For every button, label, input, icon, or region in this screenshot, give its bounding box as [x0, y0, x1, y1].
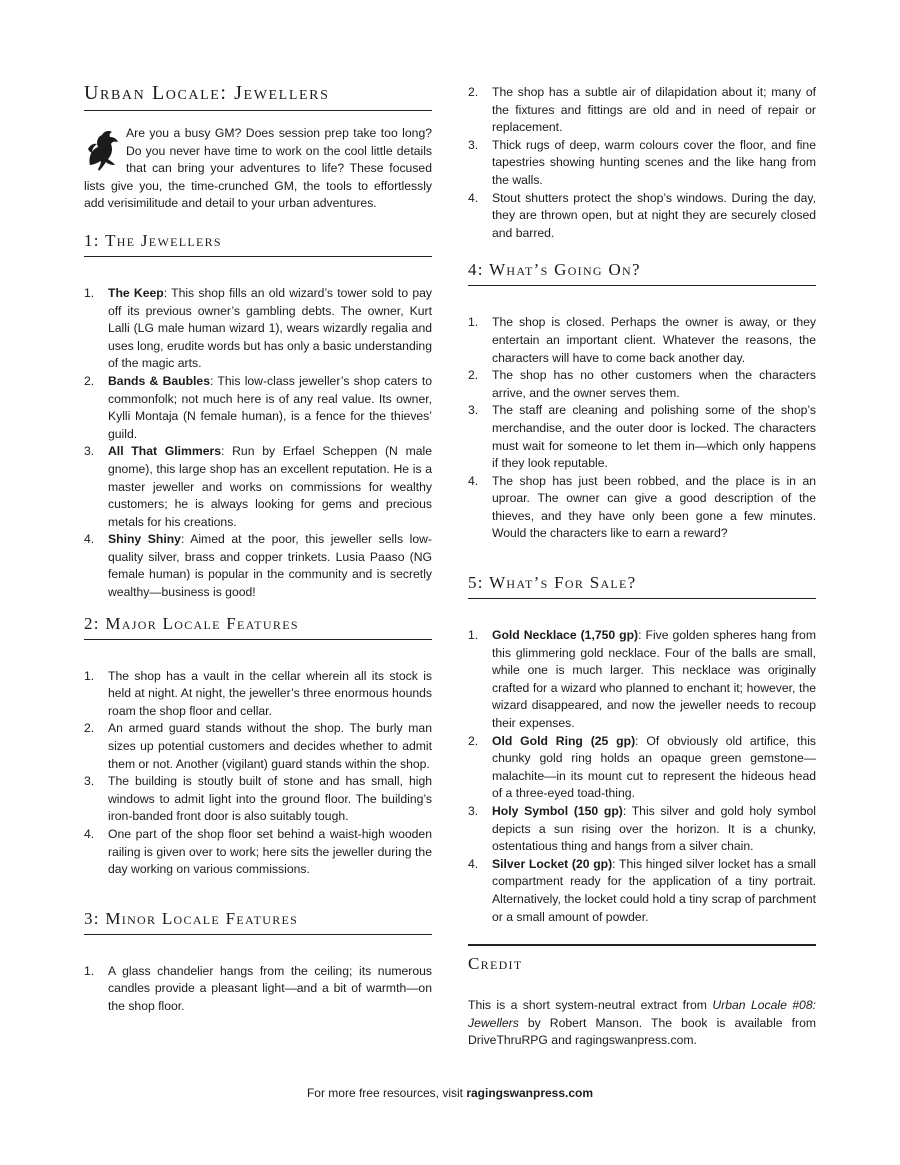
- left-column: [84, 82, 432, 1016]
- list-item: 3. The staff are cleaning and polishing some of the shop’s merchandise, and the outer door is locked. The characters must wait for someone to let them in—which only happens if they look reputable.: [468, 403, 816, 471]
- list-item: 1. A glass chandelier hangs from the ceiling; its numerous candles provide a pleasant light—and a bit of warmth—on the shop floor.: [84, 963, 432, 1013]
- minor-features-list-part1: [84, 963, 432, 1016]
- list-item: 4. One part of the shop floor set behind a waist-high wooden railing is given over to work; here sits the jeweller during the day working on various commissions.: [84, 827, 432, 877]
- list-item: 3. Holy Symbol (150 gp): This silver and gold holy symbol depicts a sun rising over the horizon. It is a chunky, ostentatious thing and hangs from a silver chain.: [468, 804, 816, 854]
- whats-for-sale-list: [468, 627, 816, 926]
- section-heading-whats-for-sale: 5: What’s For Sale?: [468, 573, 816, 599]
- book-title: Urban Locale #08: Jewellers: [468, 998, 816, 1030]
- minor-features-list-part2: [468, 84, 816, 242]
- list-item: 2. The shop has a subtle air of dilapidation about it; many of the fixtures and fittings are old and in need of repair or replacement.: [468, 85, 816, 135]
- intro-paragraph: [84, 125, 432, 213]
- list-item: 3. Thick rugs of deep, warm colours cover the floor, and fine tapestries showing hunting scenes and the like hang from the walls.: [468, 137, 816, 187]
- list-item: 2. Old Gold Ring (25 gp): Of obviously old artifice, this chunky gold ring holds an opaque green gemstone—malachite—in its mount cut to represent the hideous head of a three-eyed toad-thing.: [468, 733, 816, 801]
- list-item: 2. An armed guard stands without the shop. The burly man sizes up potential customers and decides whether to admit them or not. Another (vigilant) guard stands within the shop.: [84, 721, 432, 771]
- section-heading-major-features: 2: Major Locale Features: [84, 614, 432, 640]
- section-heading-minor-features: 3: Minor Locale Features: [84, 909, 432, 935]
- jewellers-list: [84, 285, 432, 602]
- list-item: 3. The building is stoutly built of stone and has small, high windows to admit light into the ground floor. The building’s iron-banded front door is also suitably tough.: [84, 774, 432, 824]
- page-footer: For more free resources, visit ragingswanpress.com: [306, 1086, 594, 1100]
- list-item: 1. The Keep: This shop fills an old wizard’s tower sold to pay off its previous owner’s gambling debts. The owner, Kurt Lalli (LG male human wizard 1), wears wizardly regalia and uses long, erudite words but has only a basic understanding of the magic arts.: [84, 285, 432, 371]
- section-heading-whats-going-on: 4: What’s Going On?: [468, 260, 816, 286]
- list-item: 4. Stout shutters protect the shop’s windows. During the day, they are thrown open, but at night they are securely closed and barred.: [468, 190, 816, 240]
- right-column: [468, 84, 816, 1050]
- list-item: 2. Bands & Baubles: This low-class jeweller’s shop caters to commonfolk; not much here is of any real value. Its owner, Kylli Montaja (N female human), is a fence for the thieves’ guild.: [84, 373, 432, 441]
- list-item: 4. Silver Locket (20 gp): This hinged silver locket has a small compartment ready for the application of a tiny portrait. Alternatively, the locket could hold a tiny scrap of parchment or a small amount of powder.: [468, 856, 817, 924]
- intro-text: Are you a busy GM? Does session prep take too long? Do you never have time to work on the cool little details that can bring your adventures to life? These focused lists give you, the time-crunched GM, the tools to effortlessly add verisimilitude and detail to your urban adventures.: [84, 126, 432, 211]
- credit-paragraph: This is a short system-neutral extract from Urban Locale #08: Jewellers by Robert Manson. The book is available from DriveThruRPG and ragingswanpress.com.: [468, 998, 816, 1048]
- list-item: 4. The shop has just been robbed, and the place is in an uproar. The owner can give a good description of the thieves, and they have only been gone a few minutes. Would the characters like to earn a reward?: [468, 473, 816, 541]
- list-item: 4. Shiny Shiny: Aimed at the poor, this jeweller sells low-quality silver, brass and copper trinkets. Lusia Paaso (NG female human) is popular in the community and is secretly wealthy—business is good!: [84, 532, 432, 600]
- footer-link[interactable]: ragingswanpress.com: [466, 1086, 594, 1100]
- list-item: 3. All That Glimmers: Run by Erfael Scheppen (N male gnome), this large shop has an excellent reputation. He is a master jeweller and works on commissions for wealthy customers; he is always looking for gems and precious metals for his creations.: [84, 444, 433, 529]
- whats-going-on-list: [468, 314, 816, 543]
- section-heading-jewellers: 1: The Jewellers: [84, 231, 432, 257]
- section-heading-credit: Credit: [468, 944, 816, 979]
- list-item: 1. The shop is closed. Perhaps the owner is away, or they entertain an important client. Whatever the reasons, the characters will have to come back another day.: [468, 315, 816, 365]
- major-features-list: [84, 668, 432, 879]
- raven-icon: [84, 127, 120, 173]
- list-item: 1. Gold Necklace (1,750 gp): Five golden spheres hang from this glimmering gold necklace. Four of the balls are small, while one is much larger. This necklace was originally crafted for a wizard who planned to enchant it; however, the wizard disappeared, and now the jeweller needs to recoup their expenses.: [468, 628, 816, 731]
- page-title: Urban Locale: Jewellers: [84, 82, 432, 111]
- list-item: 1. The shop has a vault in the cellar wherein all its stock is held at night. At night, the jeweller’s three enormous hounds roam the shop floor and cellar.: [84, 668, 432, 718]
- list-item: 2. The shop has no other customers when the characters arrive, and the owner serves them.: [468, 368, 816, 400]
